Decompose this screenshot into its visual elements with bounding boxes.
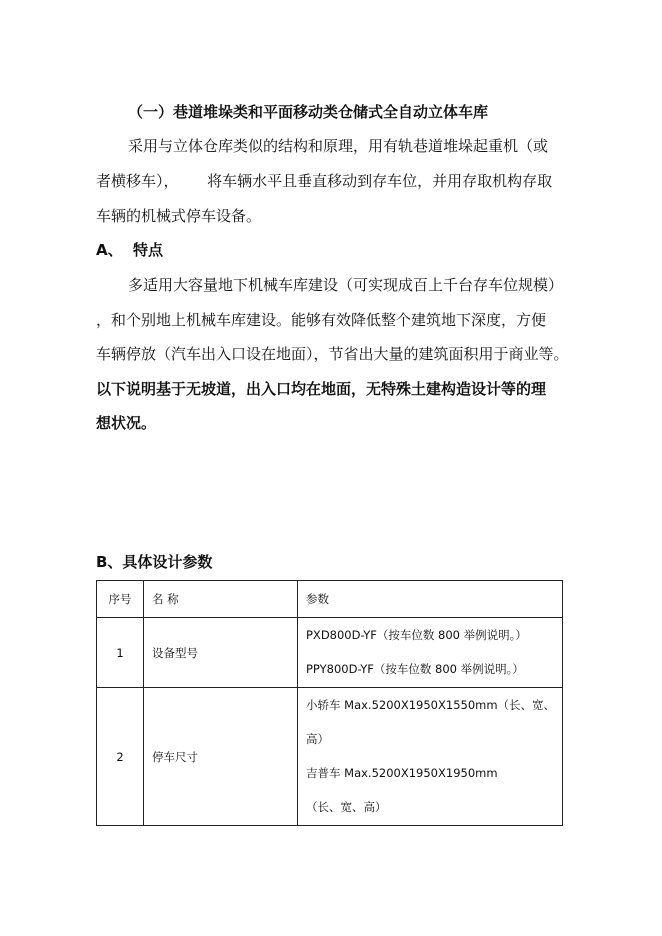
features-line-3: 车辆停放（汽车出入口设在地面），节省出大量的建筑面积用于商业等。 (96, 345, 569, 363)
param-value: 高） (306, 732, 329, 746)
header-name: 名 称 (144, 581, 298, 618)
table-row (97, 618, 563, 688)
params-heading: B、具体设计参数 (96, 553, 213, 571)
features-heading: A、 特点 (96, 241, 164, 259)
param-value: 小轿车 Max.5200X1950X1550mm（长、宽、 (306, 698, 556, 712)
features-line-1: 多适用大容量地下机械车库建设（可实现成百上千台存车位规模） (128, 276, 564, 294)
row-name: 停车尺寸 (144, 688, 298, 826)
intro-line-2: 者横移车）， 将车辆水平且垂直移动到存车位，并用存取机构存取 (96, 172, 553, 190)
features-bold-line-2: 想状况。 (96, 414, 157, 432)
params-table (96, 580, 563, 826)
row-name: 设备型号 (144, 618, 298, 688)
features-line-2: ，和个别地上机械车库建设。能够有效降低整个建筑地下深度，方便 (96, 311, 547, 329)
param-value: PPY800D-YF（按车位数 800 举例说明。） (306, 662, 524, 676)
row-no: 2 (97, 688, 144, 826)
intro-line-1: 采用与立体仓库类似的结构和原理，用有轨巷道堆垛起重机（或 (128, 137, 549, 155)
header-params: 参数 (298, 581, 563, 618)
section-title: （一）巷道堆垛类和平面移动类仓储式全自动立体车库 (128, 103, 489, 121)
row-values (298, 618, 563, 688)
param-value: 吉普车 Max.5200X1950X1950mm (306, 766, 498, 780)
param-value: （长、宽、高） (306, 800, 387, 814)
table-row (97, 688, 563, 826)
row-no: 1 (97, 618, 144, 688)
features-bold-line-1: 以下说明基于无坡道，出入口均在地面，无特殊土建构造设计等的理 (96, 380, 547, 398)
header-no: 序号 (97, 581, 144, 618)
intro-line-3: 车辆的机械式停车设备。 (96, 207, 262, 225)
table-header-row (97, 581, 563, 618)
param-value: PXD800D-YF（按车位数 800 举例说明。） (306, 628, 527, 642)
row-values (298, 688, 563, 826)
